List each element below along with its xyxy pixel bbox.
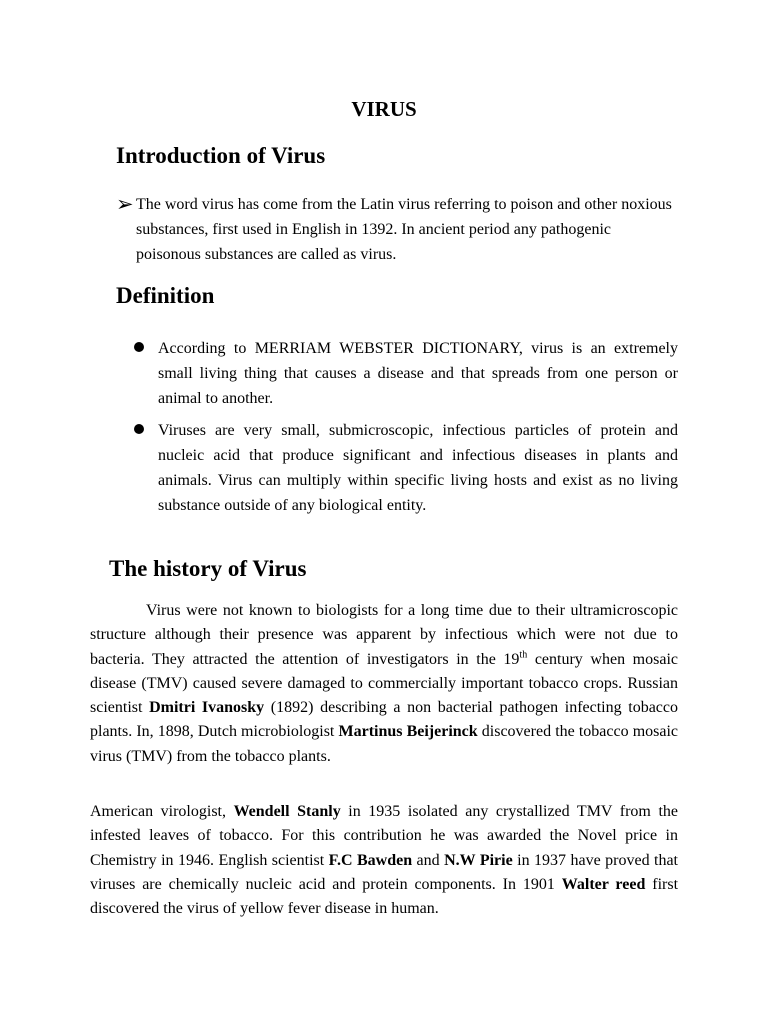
superscript-th: th <box>519 649 528 661</box>
scientist-name: Martinus Beijerinck <box>338 723 478 741</box>
text-run: and <box>412 851 445 869</box>
arrow-bullet-icon: ➢ <box>116 192 134 216</box>
scientist-name: N.W Pirie <box>444 851 513 869</box>
definition-bullet-item <box>134 418 678 518</box>
scientist-name: F.C Bawden <box>328 851 413 869</box>
text-run: first discovered the virus of yellow fever disease in human. <box>90 875 679 918</box>
history-paragraph-2 <box>90 800 678 921</box>
scientist-name: Wendell Stanly <box>233 803 341 820</box>
text-run: Virus were not known to biologists for a long time due to their ultramicroscopic structure although their presence was apparent by infectious which were not due to bacteria. They attracted the attention of investigators in the 19 <box>90 602 678 668</box>
intro-arrow-item <box>116 192 676 267</box>
intro-text: The word virus has come from the Latin virus referring to poison and other noxious substances, first used in English in 1392. In ancient period any pathogenic poisonous substances are called as virus. <box>136 196 672 263</box>
history-paragraph-1 <box>90 599 678 769</box>
scientist-name: Walter reed <box>561 875 646 893</box>
definition-text: According to MERRIAM WEBSTER DICTIONARY, virus is an extremely small living thing that causes a disease and that spreads from one person or animal to another. <box>158 340 678 407</box>
bullet-dot-icon <box>134 424 144 434</box>
definition-bullet-item <box>134 336 678 411</box>
text-run: discovered the tobacco mosaic virus (TMV) from the tobacco plants. <box>90 723 679 765</box>
text-run: in 1935 isolated any crystallized TMV from the infested leaves of tobacco. For this contribution he was awarded the Novel price in Chemistry in 1946. English scientist <box>90 803 678 869</box>
bullet-dot-icon <box>134 342 144 352</box>
definition-text: Viruses are very small, submicroscopic, infectious particles of protein and nucleic acid that produce significant and infectious diseases in plants and animals. Virus can multiply within specific living hosts and exist as no living substance outside of any biological entity. <box>158 422 678 514</box>
document-title: VIRUS <box>351 97 417 121</box>
text-run: (1892) describing a non bacterial pathogen infecting tobacco plants. In, 1898, Dutch microbiologist <box>90 699 679 741</box>
scientist-name: Dmitri Ivanosky <box>149 699 265 717</box>
heading-introduction: Introduction of Virus <box>116 143 326 168</box>
heading-history: The history of Virus <box>109 556 307 581</box>
text-run: century when mosaic disease (TMV) caused severe damaged to commercially important tobacco crops. Russian scientist <box>90 650 678 717</box>
text-run: American virologist, <box>90 803 234 820</box>
heading-definition: Definition <box>116 283 215 308</box>
text-run: in 1937 have proved that viruses are chemically nucleic acid and protein components. In 1901 <box>90 851 679 893</box>
